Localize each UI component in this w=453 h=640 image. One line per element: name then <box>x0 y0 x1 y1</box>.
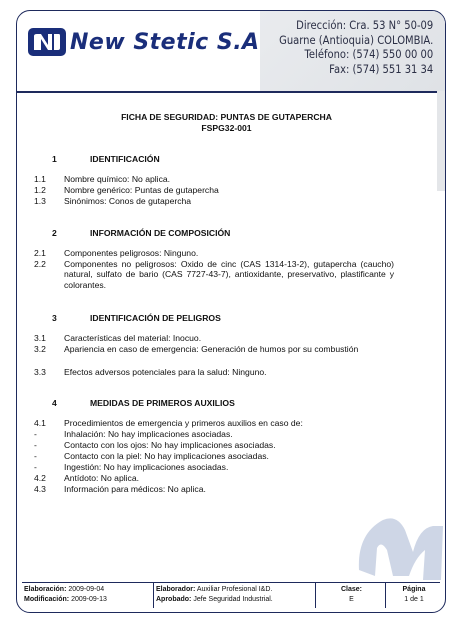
section-item: 4.3 Información para médicos: No aplica. <box>34 484 206 494</box>
header-divider <box>17 91 445 93</box>
section-item: - Inhalación: No hay implicaciones asociadas. <box>34 429 233 439</box>
watermark-logo-icon <box>353 500 445 584</box>
section-item: 3.3 Efectos adversos potenciales para la salud: Ninguno. <box>34 367 267 377</box>
contact-phone: Teléfono: (574) 550 00 00 <box>304 47 433 62</box>
section-item: 4.2 Antídoto: No aplica. <box>34 473 140 483</box>
footer-dates: Elaboración: 2009-09-04 Modificación: 2009-09-13 <box>22 583 154 608</box>
section-item: - Ingestión: No hay implicaciones asociadas. <box>34 462 229 472</box>
contact-block <box>279 18 433 76</box>
document-footer <box>22 582 440 608</box>
section-item: 1.1 Nombre químico: No aplica. <box>34 174 171 184</box>
section-item: 2.1 Componentes peligrosos: Ninguno. <box>34 248 199 258</box>
side-strip <box>437 91 445 191</box>
footer-page: Página 1 de 1 <box>402 586 426 603</box>
footer-authors: Elaborador: Auxiliar Profesional I&D. Aprobado: Jefe Seguridad Industrial. <box>154 583 316 608</box>
section-item: 1.2 Nombre genérico: Puntas de gutapercha <box>34 185 219 195</box>
section-item: 4.1 Procedimientos de emergencia y primeros auxilios en caso de: <box>34 418 303 428</box>
footer-class: Clase: E <box>316 583 386 608</box>
section-item: - Contacto con los ojos: No hay implicaciones asociadas. <box>34 440 276 450</box>
section-item: 3.1 Características del material: Inocuo. <box>34 333 202 343</box>
document-title: FICHA DE SEGURIDAD: PUNTAS DE GUTAPERCHA <box>121 112 332 122</box>
section-item: - Contacto con la piel: No hay implicaciones asociadas. <box>34 451 269 461</box>
contact-address: Dirección: Cra. 53 N° 50-09 <box>295 18 433 32</box>
brand-name: New Stetic S.A <box>70 29 260 55</box>
section-item: 3.2 Apariencia en caso de emergencia: Generación de humos por su combustión <box>34 344 359 354</box>
contact-city: Guarne (Antioquia) COLOMBIA. <box>278 32 433 47</box>
document-code: FSPG32-001 <box>201 123 252 133</box>
company-logo <box>28 28 260 56</box>
contact-fax: Fax: (574) 551 31 34 <box>328 61 433 76</box>
logo-mark-icon <box>28 28 66 56</box>
section-item: 2.2 Componentes no peligrosos: Oxido de cinc (CAS 1314-13-2), gutapercha (caucho) natural, sulfato de bario (CAS 7727-43-7), antioxidante, preservativo, plastificante y colorantes. <box>34 259 394 290</box>
section-item: 1.3 Sinónimos: Conos de gutapercha <box>34 196 192 206</box>
